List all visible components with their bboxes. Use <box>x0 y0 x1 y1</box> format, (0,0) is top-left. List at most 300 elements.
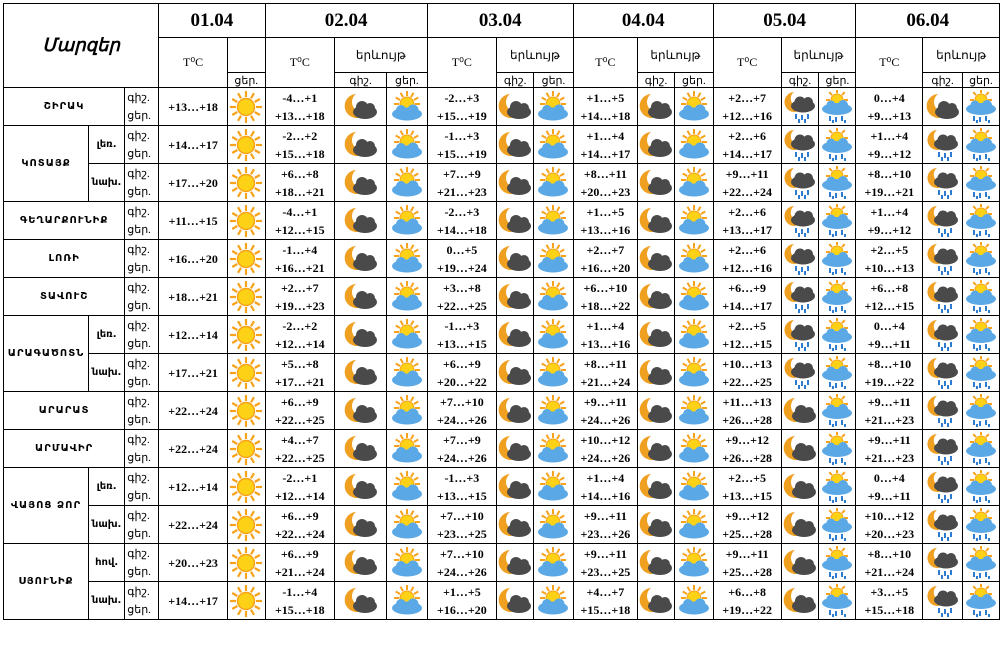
temp-night: +6…+9 <box>443 356 481 371</box>
region-name: ՍՅՈՒՆԻՔ <box>4 544 89 620</box>
temp-range <box>427 544 497 582</box>
table-row <box>4 354 1000 392</box>
temp-range <box>427 582 497 620</box>
temp-night: +1…+4 <box>870 204 909 219</box>
sun-cloud-icon <box>534 278 574 316</box>
table-row <box>4 430 1000 468</box>
temp-night: +2…+6 <box>728 242 766 257</box>
moon-cloud-icon <box>781 468 819 506</box>
moon-cloud-icon <box>637 544 674 582</box>
moon-cloud-icon <box>637 278 674 316</box>
temp-range <box>713 126 781 164</box>
moon-cloud-icon <box>497 202 534 240</box>
temp-day: +14…+18 <box>580 108 631 123</box>
moon-cloud-icon <box>497 582 534 620</box>
sun-icon <box>227 354 265 392</box>
moon-rain-icon <box>923 468 963 506</box>
temp-day: +21…+23 <box>437 184 487 199</box>
temp-night: +9…+11 <box>867 394 911 409</box>
sun-cloud-icon <box>534 468 574 506</box>
temp-night: +9…+11 <box>725 546 769 561</box>
table-row <box>4 240 1000 278</box>
temp-night: 0…+4 <box>873 470 905 485</box>
temp-range <box>573 468 637 506</box>
moon-cloud-icon <box>497 316 534 354</box>
sun-rain-icon <box>819 354 856 392</box>
temp-night: +6…+8 <box>870 280 909 295</box>
temp-range <box>265 544 335 582</box>
temp-range <box>856 354 923 392</box>
temp-range <box>265 88 335 126</box>
day-label: ցեր. <box>127 489 151 502</box>
table-row <box>4 278 1000 316</box>
sun-cloud-icon <box>387 582 428 620</box>
temp-night: +8…+11 <box>583 166 627 181</box>
sun-cloud-icon <box>674 544 713 582</box>
temp-range <box>573 506 637 544</box>
temp-range <box>713 278 781 316</box>
day-label: ցեր. <box>127 337 151 350</box>
sun-icon <box>227 278 265 316</box>
temp-range <box>573 544 637 582</box>
sun-cloud-icon <box>534 202 574 240</box>
day-header: ցեր. <box>534 73 574 88</box>
weather-header: երևույթ <box>497 38 574 73</box>
moon-cloud-icon <box>335 430 387 468</box>
temp-range <box>427 164 497 202</box>
night-label: գիշ. <box>127 319 150 332</box>
sun-rain-icon <box>819 278 856 316</box>
temp-range <box>713 240 781 278</box>
temp-day: +21…+24 <box>864 564 915 579</box>
moon-cloud-icon <box>335 354 387 392</box>
temp-day: +13…+15 <box>437 336 487 351</box>
temp-night: +9…+11 <box>583 546 627 561</box>
region-name: ԼՈՌԻ <box>4 240 125 278</box>
temp-night: +11…+13 <box>722 394 772 409</box>
temp-night: +1…+4 <box>586 128 625 143</box>
temp-night: -2…+3 <box>444 204 480 219</box>
temp-day: +24…+26 <box>580 450 631 465</box>
time-of-day-labels <box>125 354 159 392</box>
temp-night: +8…+10 <box>867 546 912 561</box>
temp-range <box>713 506 781 544</box>
temp-day: +23…+25 <box>437 526 487 541</box>
zone-label: լեռ. <box>89 468 125 506</box>
moon-cloud-icon <box>335 392 387 430</box>
temp-day: +14…+17 <box>159 582 228 620</box>
moon-rain-icon <box>923 544 963 582</box>
temp-day: +14…+17 <box>159 126 228 164</box>
temp-range <box>856 316 923 354</box>
moon-rain-icon <box>923 240 963 278</box>
temp-range <box>713 88 781 126</box>
night-label: գիշ. <box>127 509 150 522</box>
date-header-2: 02.04 <box>265 4 427 38</box>
temp-night: +6…+9 <box>728 280 766 295</box>
region-name: ԱՐԱՐԱՏ <box>4 392 125 430</box>
moon-cloud-icon <box>637 202 674 240</box>
day-label: ցեր. <box>127 147 151 160</box>
moon-rain-icon <box>781 126 819 164</box>
temp-day: +17…+20 <box>159 164 228 202</box>
moon-rain-icon <box>923 202 963 240</box>
sun-rain-icon <box>962 354 999 392</box>
temp-range <box>856 582 923 620</box>
moon-cloud-icon <box>335 468 387 506</box>
sun-icon <box>227 392 265 430</box>
temp-range <box>427 468 497 506</box>
temp-range <box>265 354 335 392</box>
moon-cloud-icon <box>335 240 387 278</box>
temp-night: +2…+7 <box>280 280 319 295</box>
temp-night: +3…+5 <box>870 584 909 599</box>
temp-day: +19…+21 <box>864 184 915 199</box>
temp-range <box>265 468 335 506</box>
sun-cloud-icon <box>534 240 574 278</box>
table-row <box>4 164 1000 202</box>
forecast-table <box>3 3 1000 620</box>
moon-cloud-icon <box>637 582 674 620</box>
temp-day: +12…+15 <box>864 298 915 313</box>
temp-day: +12…+16 <box>722 260 772 275</box>
temp-range <box>573 316 637 354</box>
sun-cloud-icon <box>674 202 713 240</box>
moon-rain-icon <box>923 126 963 164</box>
sun-icon <box>227 202 265 240</box>
moon-cloud-icon <box>335 544 387 582</box>
sun-cloud-icon <box>534 316 574 354</box>
moon-rain-icon <box>923 506 963 544</box>
moon-rain-icon <box>923 278 963 316</box>
sun-rain-icon <box>819 88 856 126</box>
day-label: ցեր. <box>127 603 151 616</box>
temp-range <box>856 202 923 240</box>
temp-day: +13…+17 <box>722 222 772 237</box>
sun-rain-icon <box>819 164 856 202</box>
day-header: ցեր. <box>674 73 713 88</box>
temp-range <box>856 88 923 126</box>
temp-range <box>427 506 497 544</box>
sun-cloud-icon <box>534 354 574 392</box>
night-header: գիշ. <box>497 73 534 88</box>
sun-rain-icon <box>962 468 999 506</box>
temp-night: +9…+11 <box>583 508 627 523</box>
temp-range <box>573 354 637 392</box>
sun-rain-icon <box>819 392 856 430</box>
weather-header-empty <box>227 38 265 73</box>
moon-cloud-icon <box>335 202 387 240</box>
temp-night: -2…+3 <box>444 90 480 105</box>
moon-cloud-icon <box>637 392 674 430</box>
temp-night: +2…+7 <box>728 90 766 105</box>
moon-cloud-icon <box>781 582 819 620</box>
day-label: ցեր. <box>127 109 151 122</box>
sun-rain-icon <box>962 430 999 468</box>
temp-night: +9…+11 <box>725 166 769 181</box>
temp-header: T⁰C <box>159 38 228 88</box>
temp-night: 0…+4 <box>873 90 905 105</box>
temp-day: +22…+25 <box>274 412 325 427</box>
moon-rain-icon <box>923 582 963 620</box>
temp-day: +22…+25 <box>437 298 487 313</box>
table-row <box>4 202 1000 240</box>
night-label: գիշ. <box>127 395 150 408</box>
day-label: ցեր. <box>127 413 151 426</box>
moon-cloud-icon <box>335 582 387 620</box>
sun-cloud-icon <box>674 506 713 544</box>
temp-range <box>713 392 781 430</box>
temp-night: +7…+10 <box>440 394 484 409</box>
sun-cloud-icon <box>387 392 428 430</box>
temp-day: +12…+14 <box>274 488 325 503</box>
temp-day: +13…+15 <box>722 488 772 503</box>
temp-night: -1…+4 <box>282 242 318 257</box>
moon-rain-icon <box>781 164 819 202</box>
moon-cloud-icon <box>497 392 534 430</box>
sun-cloud-icon <box>674 240 713 278</box>
temp-day: +24…+26 <box>437 450 487 465</box>
temp-header: T⁰C <box>856 38 923 88</box>
temp-range <box>265 278 335 316</box>
zone-label: լեռ. <box>89 126 125 164</box>
temp-range <box>265 392 335 430</box>
temp-night: +1…+4 <box>586 470 625 485</box>
table-row <box>4 544 1000 582</box>
temp-range <box>713 582 781 620</box>
region-name: ՏԱՎՈՒՇ <box>4 278 125 316</box>
temp-night: +5…+8 <box>280 356 319 371</box>
sun-icon <box>227 544 265 582</box>
zone-label: հով. <box>89 544 125 582</box>
temp-day: +26…+28 <box>722 450 772 465</box>
temp-night: -1…+3 <box>444 318 480 333</box>
moon-rain-icon <box>781 316 819 354</box>
date-header-1: 01.04 <box>159 4 265 38</box>
temp-day: +22…+24 <box>274 526 325 541</box>
temp-range <box>713 354 781 392</box>
temp-day: +11…+15 <box>159 202 228 240</box>
moon-rain-icon <box>923 392 963 430</box>
moon-cloud-icon <box>637 506 674 544</box>
temp-day: +14…+17 <box>722 146 772 161</box>
temp-night: 0…+5 <box>446 242 478 257</box>
temp-range <box>427 88 497 126</box>
night-header: գիշ. <box>781 73 819 88</box>
temp-range <box>856 278 923 316</box>
sun-cloud-icon <box>387 430 428 468</box>
time-of-day-labels <box>125 316 159 354</box>
temp-range <box>265 202 335 240</box>
time-of-day-labels <box>125 164 159 202</box>
sun-cloud-icon <box>387 240 428 278</box>
day-label: ցեր. <box>127 261 151 274</box>
temp-night: +7…+10 <box>440 546 484 561</box>
temp-day: +13…+15 <box>437 488 487 503</box>
sun-cloud-icon <box>534 506 574 544</box>
temp-day: +16…+20 <box>437 602 487 617</box>
temp-night: +9…+12 <box>725 432 769 447</box>
temp-night: +10…+12 <box>864 508 915 523</box>
time-of-day-labels <box>125 506 159 544</box>
sun-icon <box>227 126 265 164</box>
sun-rain-icon <box>962 316 999 354</box>
temp-day: +25…+28 <box>722 526 772 541</box>
moon-cloud-icon <box>637 126 674 164</box>
temp-day: +23…+25 <box>580 564 631 579</box>
zone-label: նախ. <box>89 506 125 544</box>
moon-cloud-icon <box>781 392 819 430</box>
temp-day: +15…+18 <box>274 146 325 161</box>
temp-day: +12…+14 <box>159 468 228 506</box>
moon-rain-icon <box>781 88 819 126</box>
temp-day: +20…+23 <box>580 184 631 199</box>
moon-cloud-icon <box>637 354 674 392</box>
temp-header: T⁰C <box>265 38 335 88</box>
temp-night: +7…+9 <box>443 166 481 181</box>
temp-night: +6…+10 <box>583 280 628 295</box>
table-row <box>4 392 1000 430</box>
sun-rain-icon <box>962 582 999 620</box>
temp-day: +20…+23 <box>159 544 228 582</box>
temp-night: +4…+7 <box>280 432 319 447</box>
sun-rain-icon <box>962 392 999 430</box>
temp-range <box>573 582 637 620</box>
moon-cloud-icon <box>497 126 534 164</box>
night-label: գիշ. <box>127 129 150 142</box>
moon-cloud-icon <box>637 316 674 354</box>
temp-night: +10…+12 <box>580 432 631 447</box>
date-header-6: 06.04 <box>856 4 1000 38</box>
temp-day: +23…+26 <box>580 526 631 541</box>
night-label: գիշ. <box>127 547 150 560</box>
temp-night: -1…+4 <box>282 584 318 599</box>
sun-rain-icon <box>819 468 856 506</box>
sun-cloud-icon <box>534 582 574 620</box>
temp-day: +21…+24 <box>274 564 325 579</box>
sun-cloud-icon <box>387 544 428 582</box>
temp-day: +9…+11 <box>867 488 911 503</box>
temp-range <box>856 544 923 582</box>
temp-range <box>265 506 335 544</box>
temp-range <box>573 278 637 316</box>
temp-range <box>573 240 637 278</box>
temp-day: +15…+19 <box>437 108 487 123</box>
temp-day: +12…+15 <box>274 222 325 237</box>
temp-night: +2…+6 <box>728 128 766 143</box>
temp-day: +16…+20 <box>159 240 228 278</box>
moon-cloud-icon <box>637 468 674 506</box>
temp-day: +13…+18 <box>274 108 325 123</box>
temp-night: -2…+2 <box>282 318 318 333</box>
zone-label: նախ. <box>89 582 125 620</box>
day-label: ցեր. <box>127 185 151 198</box>
night-label: գիշ. <box>127 471 150 484</box>
night-label: գիշ. <box>127 167 150 180</box>
sun-icon <box>227 582 265 620</box>
temp-range <box>427 202 497 240</box>
temp-day: +24…+26 <box>437 564 487 579</box>
day-label: ցեր. <box>127 565 151 578</box>
temp-night: -2…+2 <box>282 128 318 143</box>
temp-night: +1…+5 <box>586 90 625 105</box>
moon-cloud-icon <box>497 88 534 126</box>
day-label: ցեր. <box>127 527 151 540</box>
sun-cloud-icon <box>534 164 574 202</box>
sun-cloud-icon <box>387 468 428 506</box>
time-of-day-labels <box>125 430 159 468</box>
moon-cloud-icon <box>335 164 387 202</box>
sun-cloud-icon <box>674 126 713 164</box>
time-of-day-labels <box>125 468 159 506</box>
temp-range <box>856 468 923 506</box>
time-of-day-labels <box>125 202 159 240</box>
sun-rain-icon <box>819 240 856 278</box>
temp-day: +19…+22 <box>722 602 772 617</box>
temp-day: +18…+21 <box>159 278 228 316</box>
temp-day: +25…+28 <box>722 564 772 579</box>
sun-icon <box>227 468 265 506</box>
sun-cloud-icon <box>674 278 713 316</box>
date-header-5: 05.04 <box>713 4 856 38</box>
sun-cloud-icon <box>674 354 713 392</box>
temp-day: +21…+23 <box>864 450 915 465</box>
temp-night: -4…+1 <box>282 204 318 219</box>
zone-label: նախ. <box>89 354 125 392</box>
moon-rain-icon <box>923 354 963 392</box>
time-of-day-labels <box>125 582 159 620</box>
moon-cloud-icon <box>497 164 534 202</box>
temp-day: +16…+21 <box>274 260 325 275</box>
sun-cloud-icon <box>387 126 428 164</box>
time-of-day-labels <box>125 544 159 582</box>
moon-cloud-icon <box>497 430 534 468</box>
temp-night: +8…+10 <box>867 356 912 371</box>
temp-day: +26…+28 <box>722 412 772 427</box>
temp-day: +22…+25 <box>722 374 772 389</box>
temp-day: +19…+24 <box>437 260 487 275</box>
table-row <box>4 582 1000 620</box>
temp-night: +7…+10 <box>440 508 484 523</box>
temp-night: -4…+1 <box>282 90 318 105</box>
temp-night: +6…+8 <box>280 166 319 181</box>
temp-night: +1…+5 <box>586 204 625 219</box>
night-label: գիշ. <box>127 91 150 104</box>
sun-cloud-icon <box>534 430 574 468</box>
regions-header: Մարզեր <box>4 4 159 88</box>
temp-day: +12…+14 <box>159 316 228 354</box>
sun-cloud-icon <box>387 354 428 392</box>
moon-cloud-icon <box>497 468 534 506</box>
night-label: գիշ. <box>127 433 150 446</box>
temp-range <box>573 164 637 202</box>
moon-cloud-icon <box>335 126 387 164</box>
region-name: ՎԱՅՈՑ ՁՈՐ <box>4 468 89 544</box>
date-header-3: 03.04 <box>427 4 573 38</box>
temp-range <box>856 392 923 430</box>
temp-range <box>713 316 781 354</box>
temp-night: +6…+9 <box>280 508 319 523</box>
temp-night: -2…+1 <box>282 470 318 485</box>
day-label: ցեր. <box>127 223 151 236</box>
sun-cloud-icon <box>534 544 574 582</box>
temp-range <box>713 430 781 468</box>
sun-cloud-icon <box>387 506 428 544</box>
temp-day: +14…+16 <box>580 488 631 503</box>
moon-rain-icon <box>781 202 819 240</box>
sun-rain-icon <box>962 240 999 278</box>
temp-day: +14…+17 <box>722 298 772 313</box>
